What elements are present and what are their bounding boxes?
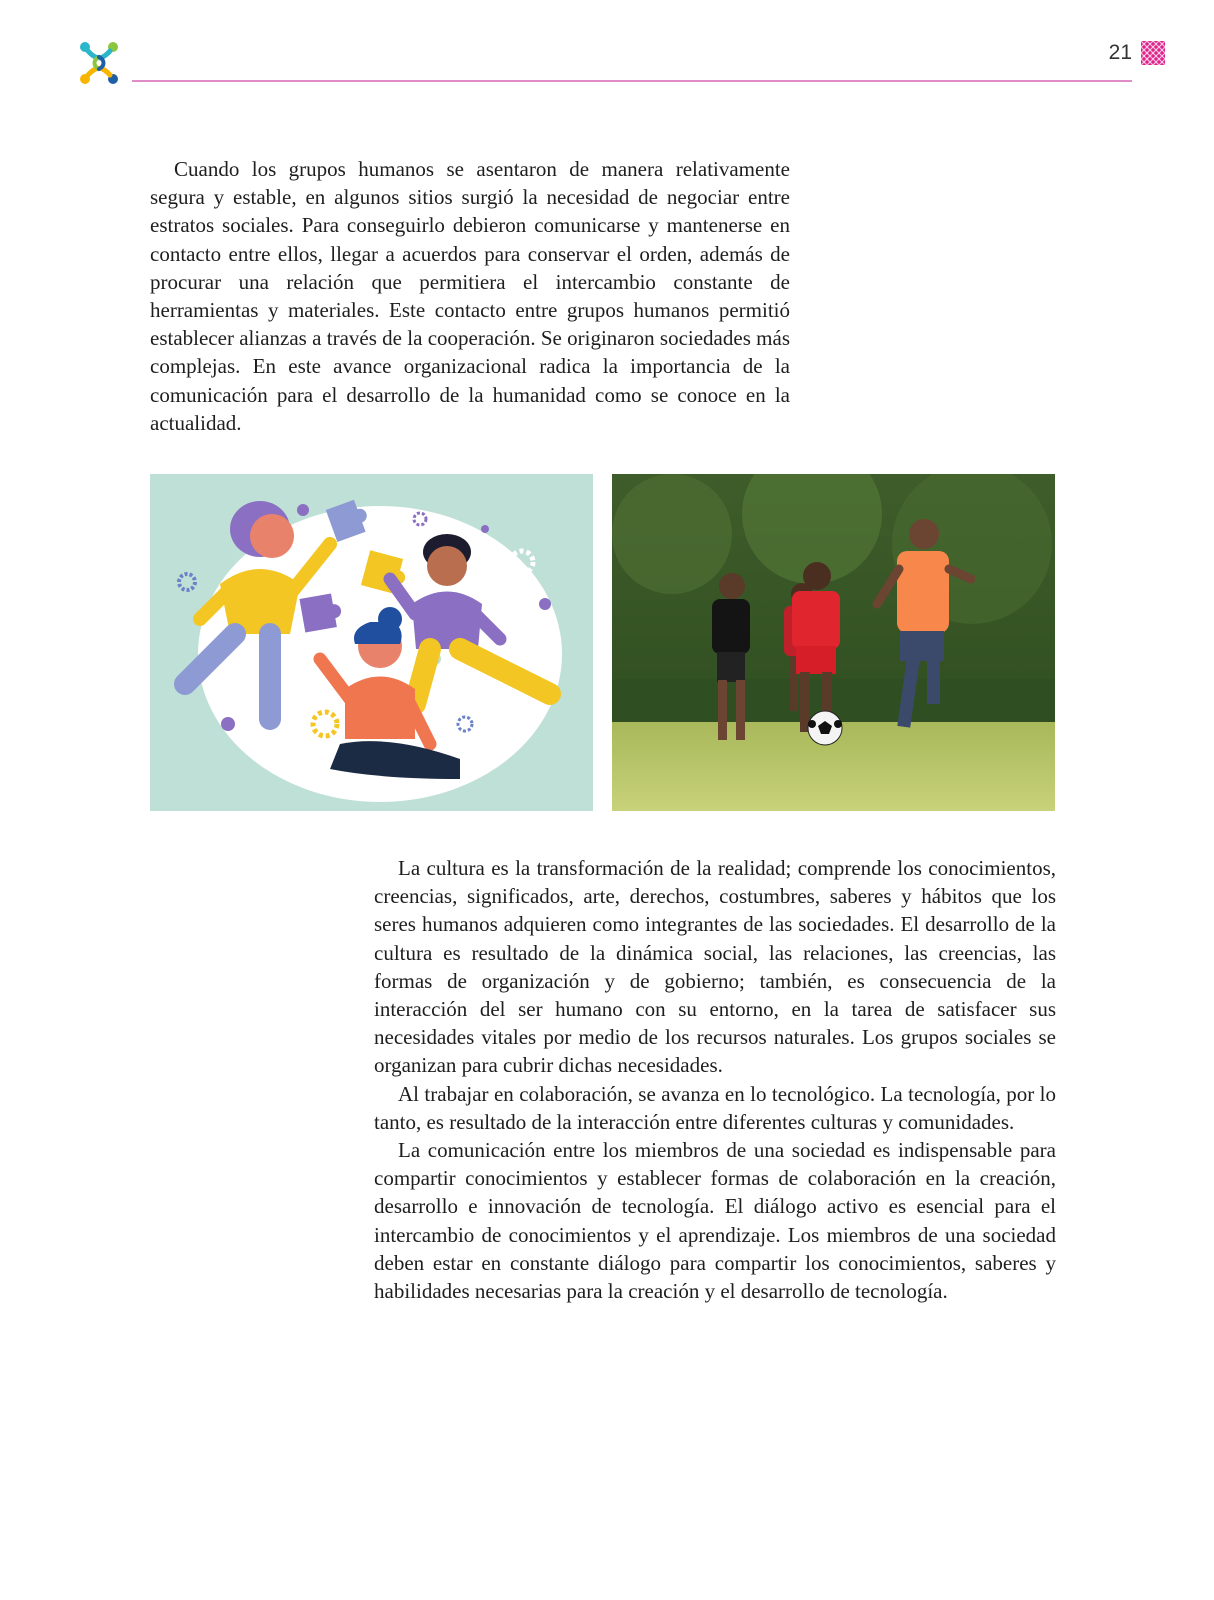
culture-paragraph: La cultura es la transformación de la realidad; comprende los conocimientos, creencias, significados, arte, derechos, costumbres, saberes y hábitos que los seres humanos adquieren como integrantes de las sociedades. El desarrollo de la cultura es resultado de la dinámica social, las relaciones, las creencias, las formas de organización y de gobierno; también, es consecuencia de la interacción del ser humano con su entorno, en la tarea de satisfacer sus necesidades vitales por medio de los recursos naturales. Los grupos sociales se organizan para cubrir dichas necesidades. xyxy=(374,856,1056,1078)
culture-text-block xyxy=(374,854,1056,1305)
collaboration-paragraph: Al trabajar en colaboración, se avanza en lo tecnológico. La tecnología, por lo tanto, es resultado de la interacción entre diferentes culturas y comunidades. xyxy=(374,1081,1056,1134)
intro-paragraph: Cuando los grupos humanos se asentaron de manera relativamente segura y estable, en algunos sitios surgió la necesidad de negociar entre estratos sociales. Para conseguirlo debieron comunicarse y mantenerse en contacto entre ellos, llegar a acuerdos para conservar el orden, además de procurar una relación que permitiera el intercambio constante de herramientas y materiales. Este contacto entre grupos humanos permitió establecer alianzas a través de la cooperación. Se originaron sociedades más complejas. En este avance organizacional radica la importancia de la comunicación para el desarrollo de la humanidad como se conoce en la actualidad. xyxy=(150,157,790,435)
four-figures-logo-icon xyxy=(74,40,124,86)
collaboration-illustration xyxy=(150,474,593,811)
header-rule xyxy=(132,80,1132,82)
magenta-pattern-icon xyxy=(1141,41,1165,65)
children-soccer-photo xyxy=(612,474,1055,811)
communication-paragraph: La comunicación entre los miembros de una sociedad es indispensable para compartir conocimientos y establecer formas de colaboración en la creación, desarrollo e innovación de tecnología. El diálogo activo es esencial para el intercambio de conocimientos y el aprendizaje. Los miembros de una sociedad deben estar en constante diálogo para compartir los conocimientos, saberes y habilidades necesarias para la creación y el desarrollo de tecnología. xyxy=(374,1138,1056,1304)
page-number: 21 xyxy=(1108,41,1132,64)
